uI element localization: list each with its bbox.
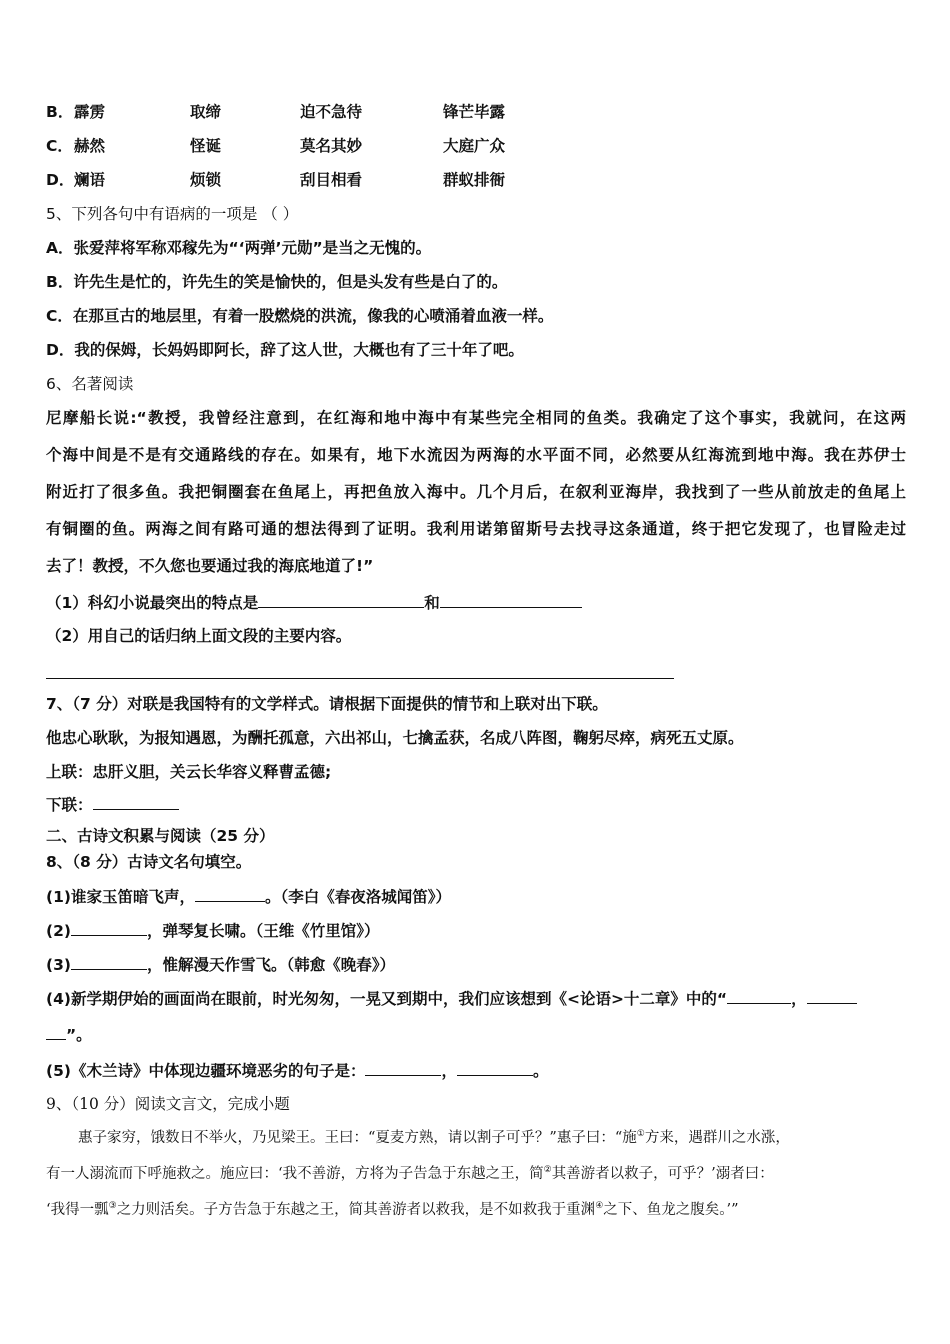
answer-blank[interactable]	[258, 592, 424, 608]
answer-blank[interactable]	[457, 1060, 533, 1076]
answer-line[interactable]	[46, 678, 674, 679]
q9-text: 有一人溺流而下呼施救之。施应曰：‘我不善游，方将为子告急于东越之王，简	[46, 1166, 544, 1182]
q6-sub2: （2）用自己的话归纳上面文段的主要内容。	[46, 627, 352, 645]
q5-stem: 5、下列各句中有语病的一项是 （ ）	[46, 205, 299, 223]
q9-text-line	[78, 1128, 790, 1148]
q7-story: 他忠心耿耿，为报知遇恩，为酬托孤意，六出祁山，七擒孟获，名成八阵图，鞠躬尽瘁，病死五丈原。	[46, 729, 744, 747]
option-word: 锋芒毕露	[443, 103, 506, 121]
answer-blank[interactable]	[195, 886, 265, 902]
footnote-mark: ③	[108, 1201, 117, 1212]
q8-item-text: (5)《木兰诗》中体现边疆环境恶劣的句子是：	[46, 1062, 366, 1080]
q5-option-d: D．我的保姆，长妈妈即阿长，辞了这人世，大概也有了三十年了吧。	[46, 341, 524, 359]
q8-item-4	[46, 988, 857, 1009]
q6-passage-line: 有铜圈的鱼。两海之间有路可通的想法得到了证明。我利用诺第留斯号去找寻这条通道，终于把它发现了，也冒险走过	[46, 520, 906, 538]
q8-item-text: (1)谁家玉笛暗飞声，	[46, 888, 195, 906]
q8-item-1	[46, 886, 451, 907]
q8-item-text: ，	[441, 1062, 457, 1080]
q9-text: 惠子家穷，饿数日不举火，乃见梁王。王曰：“夏麦方熟，请以割子可乎？”惠子曰：“施	[78, 1130, 637, 1146]
answer-blank[interactable]	[71, 920, 147, 936]
q6-passage-line: 去了！教授，不久您也要通过我的海底地道了!”	[46, 557, 374, 575]
q9-text: 之力则活矣。子方告急于东越之王，简其善游者以救我，是不如救我于重渊	[116, 1202, 596, 1218]
q6-sub1	[46, 592, 582, 613]
q8-item-text: 。（李白《春夜洛城闻笛》）	[264, 888, 451, 906]
option-word: 烦锁	[190, 171, 222, 189]
footnote-mark: ①	[636, 1129, 645, 1140]
option-word: 大庭广众	[443, 137, 506, 155]
option-letter: B．	[46, 103, 74, 121]
answer-blank[interactable]	[71, 954, 147, 970]
q8-item-2	[46, 920, 379, 941]
q8-item-text: ，弹琴复长啸。（王维《竹里馆》）	[146, 922, 380, 940]
q5-option-b: B．许先生是忙的，许先生的笑是愉快的，但是头发有些是白了的。	[46, 273, 508, 291]
answer-blank[interactable]	[365, 1060, 441, 1076]
answer-blank[interactable]	[46, 1024, 66, 1040]
q8-item-3	[46, 954, 395, 975]
q6-passage-line: 附近打了很多鱼。我把铜圈套在鱼尾上，再把鱼放入海中。几个月后，在叙利亚海岸，我找到了一些从前放走的鱼尾上	[46, 483, 906, 501]
q9-text-line	[46, 1164, 774, 1184]
q7-upper-couplet: 上联：忠肝义胆，关云长华容义释曹孟德;	[46, 763, 332, 781]
answer-blank[interactable]	[727, 988, 791, 1004]
option-word: 迫不急待	[300, 103, 363, 121]
option-word: 赫然	[74, 137, 106, 155]
q9-text-line	[46, 1200, 739, 1220]
q8-item-4-cont	[46, 1024, 92, 1045]
section-2-title: 二、古诗文积累与阅读（25 分）	[46, 827, 275, 845]
option-word: 霹雳	[74, 103, 106, 121]
option-word: 怪诞	[190, 137, 222, 155]
q8-item-text: (3)	[46, 956, 71, 974]
answer-blank[interactable]	[807, 988, 857, 1004]
q9-text: 方来，遇群川之水涨，	[644, 1130, 790, 1146]
answer-blank[interactable]	[440, 592, 582, 608]
q9-text: ‘我得一瓢	[46, 1202, 109, 1218]
q7-stem: 7、（7 分）对联是我国特有的文学样式。请根据下面提供的情节和上联对出下联。	[46, 695, 608, 713]
q8-item-text: ”。	[66, 1026, 92, 1044]
q8-stem: 8、（8 分）古诗文名句填空。	[46, 853, 252, 871]
q5-option-a: A．张爱萍将军称邓稼先为“‘两弹’元勋”是当之无愧的。	[46, 239, 432, 257]
q8-item-text: ，惟解漫天作雪飞。（韩愈《晚春》）	[146, 956, 395, 974]
option-letter: C．	[46, 137, 73, 155]
q6-passage-line: 尼摩船长说:“教授，我曾经注意到，在红海和地中海中有某些完全相同的鱼类。我确定了这个事实，我就问，在这两	[46, 409, 906, 427]
footnote-mark: ②	[543, 1165, 552, 1176]
q5-option-c: C．在那亘古的地层里，有着一股燃烧的洪流，像我的心喷涌着血液一样。	[46, 307, 554, 325]
answer-blank[interactable]	[93, 794, 179, 810]
q6-title: 6、名著阅读	[46, 375, 134, 393]
footnote-mark: ④	[595, 1201, 604, 1212]
q7-lower-label: 下联：	[46, 796, 93, 814]
q6-sub1-prefix: （1）科幻小说最突出的特点是	[46, 594, 259, 612]
q9-text: 其善游者以救子，可乎？’溺者曰：	[551, 1166, 774, 1182]
q6-sub1-and: 和	[424, 594, 440, 612]
option-word: 斓语	[74, 171, 106, 189]
q9-text: 之下、鱼龙之腹矣。’”	[603, 1202, 739, 1218]
option-letter: D．	[46, 171, 75, 189]
q7-lower-couplet	[46, 794, 179, 815]
q8-item-5	[46, 1060, 549, 1081]
option-word: 取缔	[190, 103, 222, 121]
q8-item-text: 。	[532, 1062, 549, 1080]
q9-stem: 9、（10 分）阅读文言文，完成小题	[46, 1095, 290, 1113]
q6-passage-line: 个海中间是不是有交通路线的存在。如果有，地下水流因为两海的水平面不同，必然要从红海流到地中海。我在苏伊士	[46, 446, 906, 464]
option-word: 群蚁排衙	[443, 171, 506, 189]
q8-item-text: ，	[791, 990, 807, 1008]
option-word: 刮目相看	[300, 171, 363, 189]
q8-item-text: (4)新学期伊始的画面尚在眼前，时光匆匆，一晃又到期中，我们应该想到《<论语>十二章》中的“	[46, 990, 728, 1008]
option-word: 莫名其妙	[300, 137, 363, 155]
q8-item-text: (2)	[46, 922, 71, 940]
